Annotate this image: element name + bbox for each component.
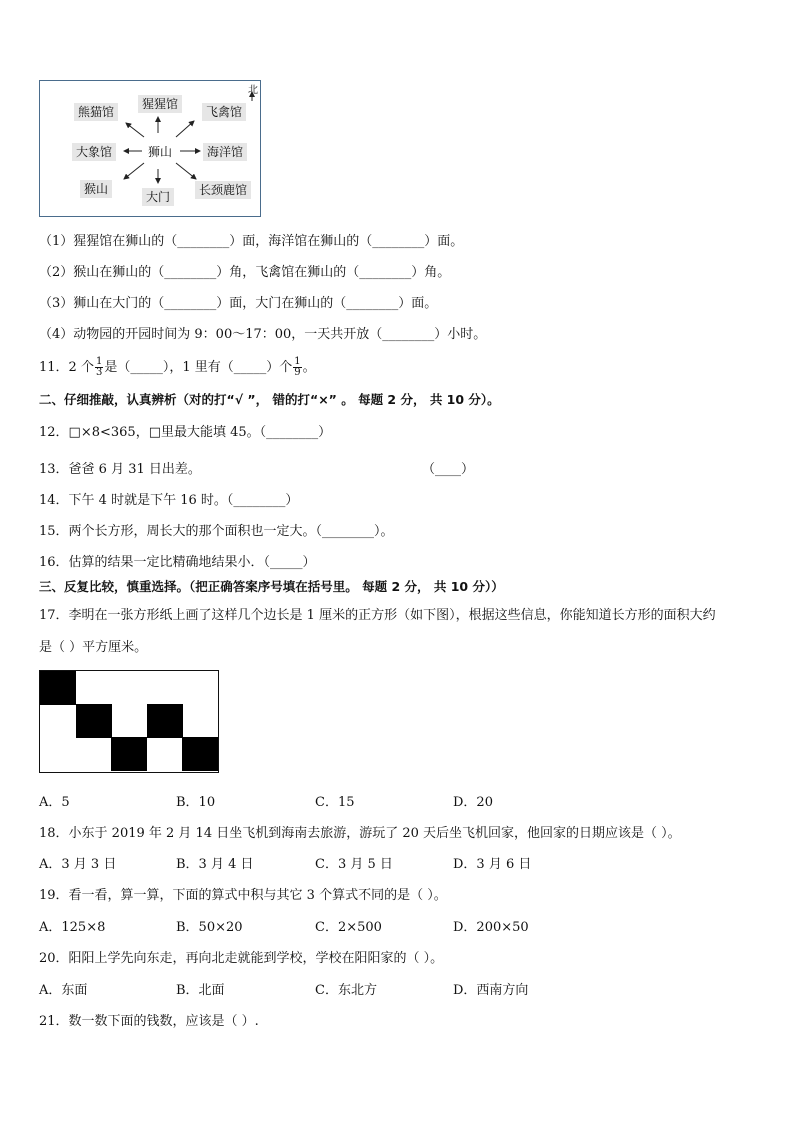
map-node-haiyang: 海洋馆 [203,143,247,161]
q17-option-c: C．15 [315,795,355,810]
fraction-one-ninth [293,357,301,378]
q11-question [39,356,316,378]
map-node-daxiang: 大象馆 [72,143,116,161]
q11-text-a: 11．2 个 [39,360,94,375]
q17-question-line-2: 是（ ）平方厘米。 [39,640,148,655]
q18-question: 18．小东于 2019 年 2 月 14 日坐飞机到海南去旅游，游玩了 20 天后坐飞机回家，他回家的日期应该是（ ）。 [39,826,681,841]
q15-question: 15．两个长方形，周长大的那个面积也一定大。（________）。 [39,524,394,539]
map-node-changjinglu: 长颈鹿馆 [195,181,251,199]
q17-question-line-1: 17．李明在一张方形纸上画了这样几个边长是 1 厘米的正方形（如下图），根据这些信息，你能知道长方形的面积大约 [39,608,716,623]
q19-option-d: D．200×50 [453,920,529,935]
q10-item-2: （2）猴山在狮山的（________）角，飞禽馆在狮山的（________）角。 [39,265,451,280]
q21-question: 21．数一数下面的钱数，应该是（ ）. [39,1014,259,1029]
q17-option-b: B．10 [176,795,216,810]
q20-question: 20．阳阳上学先向东走，再向北走就能到学校，学校在阳阳家的（ ）。 [39,951,444,966]
q13-answer-blank: （____） [422,462,475,477]
map-node-houshan: 猴山 [80,180,112,198]
q20-option-b: B．北面 [176,983,225,998]
map-node-shishan: 狮山 [148,145,173,159]
q16-question: 16．估算的结果一定比精确地结果小．（_____） [39,555,316,570]
fraction-one-third [95,357,103,378]
q18-option-b: B．3 月 4 日 [176,857,254,872]
map-node-damen: 大门 [142,188,174,206]
map-node-feiqin: 飞禽馆 [202,103,246,121]
black-square [76,704,112,738]
section-3-heading: 三、反复比较，慎重选择。（把正确答案序号填在括号里。 每题 2 分， 共 10 分）） [39,579,504,594]
section-2-heading: 二、仔细推敲，认真辨析（对的打“√ ”， 错的打“×” 。 每题 2 分， 共 10 分）。 [39,392,500,407]
fraction-numerator: 1 [95,356,103,367]
q18-option-a: A．3 月 3 日 [39,857,117,872]
q20-option-d: D．西南方向 [453,983,529,998]
q18-option-c: C．3 月 5 日 [315,857,393,872]
black-square [40,671,76,705]
q11-text-c: 。 [302,360,316,375]
black-square [147,704,183,738]
q14-question: 14．下午 4 时就是下午 16 时。（________） [39,493,299,508]
fraction-denominator: 9 [294,367,301,378]
black-square [111,737,147,771]
q19-option-c: C．2×500 [315,920,382,935]
q17-option-d: D．20 [453,795,493,810]
q13-question: 13．爸爸 6 月 31 日出差。 [39,462,201,477]
q17-square-figure [39,670,219,773]
q12-question: 12．□×8<365，□里最大能填 45。（________） [39,425,332,440]
north-label: 北 [248,85,258,96]
q10-item-4: （4）动物园的开园时间为 9：00～17：00，一天共开放（________）小时。 [39,327,487,342]
q10-item-1: （1）猩猩馆在狮山的（________）面，海洋馆在狮山的（________）面。 [39,234,464,249]
q17-option-a: A．5 [39,795,70,810]
q20-option-a: A．东面 [39,983,88,998]
q10-item-3: （3）狮山在大门的（________）面，大门在狮山的（________）面。 [39,296,438,311]
q19-question: 19．看一看，算一算，下面的算式中积与其它 3 个算式不同的是（ ）。 [39,888,447,903]
fraction-numerator: 1 [294,356,301,367]
map-node-xiongmao: 熊猫馆 [74,103,118,121]
q19-option-b: B．50×20 [176,920,243,935]
q20-option-c: C．东北方 [315,983,377,998]
black-square [182,737,218,771]
map-node-xingxing: 猩猩馆 [138,95,182,113]
fraction-denominator: 3 [95,367,103,378]
q19-option-a: A．125×8 [39,920,106,935]
q18-option-d: D．3 月 6 日 [453,857,532,872]
zoo-map-figure [39,80,261,217]
q11-text-b: 是（_____），1 里有（_____）个 [104,360,293,375]
